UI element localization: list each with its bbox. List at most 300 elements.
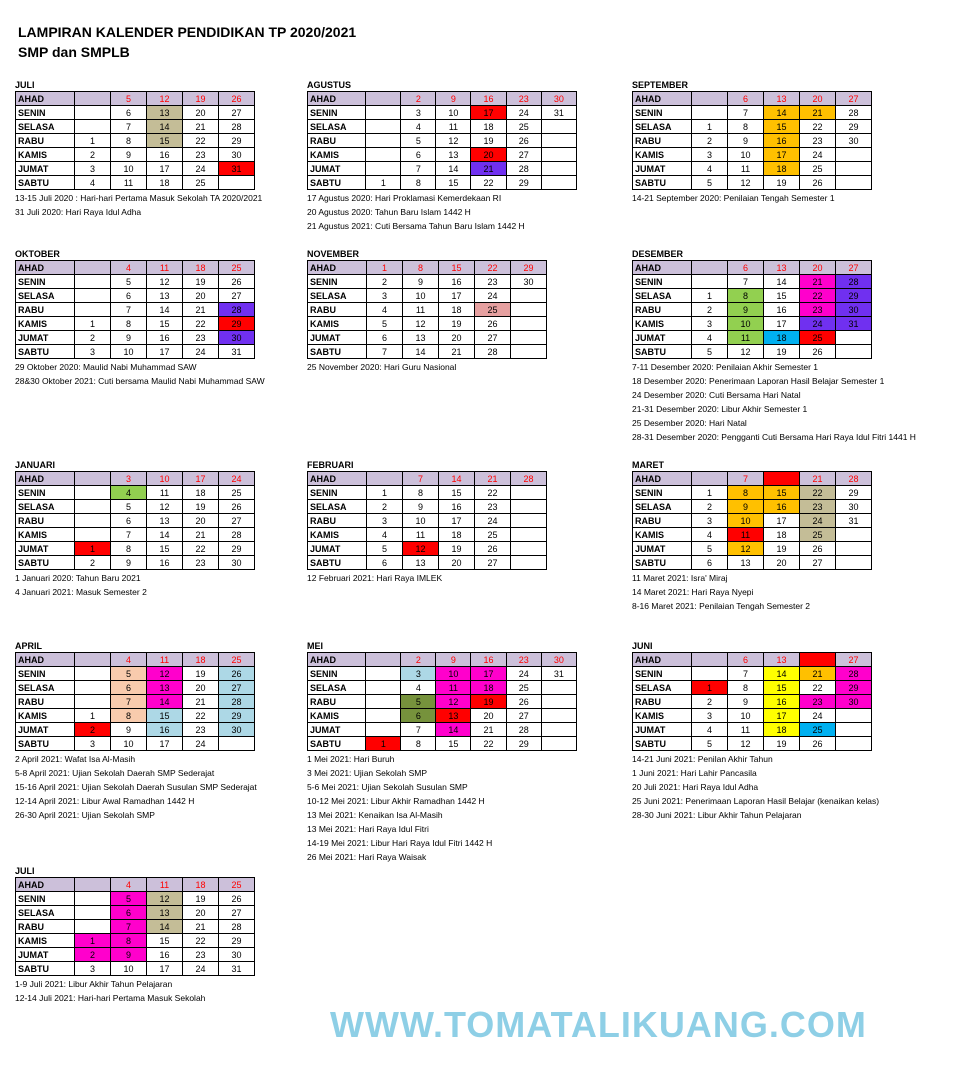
date-cell: 3 <box>111 472 147 486</box>
week-row <box>16 737 255 751</box>
date-cell: 17 <box>471 667 506 681</box>
day-name: SENIN <box>308 275 367 289</box>
month-name: MEI <box>307 641 324 651</box>
month-block <box>15 249 285 388</box>
date-cell: 15 <box>436 737 471 751</box>
date-cell: 17 <box>147 737 183 751</box>
month-table <box>15 471 255 570</box>
day-name: AHAD <box>633 472 692 486</box>
month-notes <box>632 191 902 205</box>
date-cell <box>511 542 547 556</box>
date-cell <box>75 500 111 514</box>
date-cell <box>836 148 872 162</box>
day-name: SELASA <box>633 289 692 303</box>
date-cell: 21 <box>183 303 219 317</box>
date-cell: 11 <box>436 120 471 134</box>
date-cell: 16 <box>764 500 800 514</box>
day-name: SELASA <box>16 500 75 514</box>
date-cell: 29 <box>219 317 255 331</box>
day-name: RABU <box>16 303 75 317</box>
day-name: AHAD <box>633 261 692 275</box>
day-name: AHAD <box>308 92 366 106</box>
date-cell: 5 <box>111 667 147 681</box>
week-row <box>308 275 547 289</box>
date-cell: 16 <box>147 148 183 162</box>
note-line: 28-30 Juni 2021: Libur Akhir Tahun Pelajaran <box>632 810 802 820</box>
date-cell: 31 <box>836 317 872 331</box>
date-cell: 26 <box>219 892 255 906</box>
day-name: SENIN <box>16 275 75 289</box>
date-cell: 15 <box>147 934 183 948</box>
week-row <box>308 303 547 317</box>
date-cell <box>541 737 576 751</box>
day-name: SENIN <box>633 667 692 681</box>
date-cell <box>541 681 576 695</box>
date-cell: 26 <box>800 737 836 751</box>
date-cell: 23 <box>800 134 836 148</box>
date-cell <box>366 709 401 723</box>
date-cell: 6 <box>111 289 147 303</box>
date-cell: 19 <box>439 317 475 331</box>
date-cell <box>75 695 111 709</box>
day-name: JUMAT <box>308 331 367 345</box>
week-row <box>308 737 577 751</box>
date-cell: 8 <box>111 134 147 148</box>
week-row <box>308 176 577 190</box>
date-cell: 17 <box>183 472 219 486</box>
date-cell: 12 <box>147 667 183 681</box>
note-line: 14-19 Mei 2021: Libur Hari Raya Idul Fitri 1442 H <box>307 838 493 848</box>
date-cell: 18 <box>764 162 800 176</box>
date-cell: 22 <box>800 486 836 500</box>
date-cell: 1 <box>367 486 403 500</box>
date-cell: 7 <box>111 528 147 542</box>
day-name: RABU <box>308 134 366 148</box>
day-name: KAMIS <box>16 528 75 542</box>
date-cell: 23 <box>183 948 219 962</box>
day-name: KAMIS <box>308 317 367 331</box>
date-cell: 14 <box>764 472 800 486</box>
date-cell: 25 <box>219 653 255 667</box>
month-table <box>15 652 255 751</box>
week-row <box>16 892 255 906</box>
day-name: SABTU <box>633 737 692 751</box>
date-cell: 7 <box>728 472 764 486</box>
date-cell: 31 <box>541 106 576 120</box>
week-row <box>16 556 255 570</box>
week-row <box>308 148 577 162</box>
date-cell: 25 <box>800 162 836 176</box>
week-row <box>308 653 577 667</box>
date-cell: 26 <box>800 542 836 556</box>
date-cell: 22 <box>471 737 506 751</box>
week-row <box>16 261 255 275</box>
date-cell: 7 <box>728 667 764 681</box>
date-cell: 26 <box>475 542 511 556</box>
date-cell: 27 <box>836 92 872 106</box>
note-line: 21 Agustus 2021: Cuti Bersama Tahun Baru Islam 1442 H <box>307 221 525 231</box>
date-cell: 10 <box>728 148 764 162</box>
date-cell: 2 <box>692 134 728 148</box>
day-name: SABTU <box>308 176 366 190</box>
date-cell: 18 <box>147 176 183 190</box>
date-cell: 13 <box>147 681 183 695</box>
week-row <box>16 500 255 514</box>
week-row <box>633 737 872 751</box>
week-row <box>16 486 255 500</box>
date-cell: 28 <box>506 723 541 737</box>
day-name: KAMIS <box>633 317 692 331</box>
date-cell: 3 <box>692 514 728 528</box>
date-cell: 25 <box>506 120 541 134</box>
date-cell: 27 <box>219 289 255 303</box>
day-name: JUMAT <box>16 162 75 176</box>
day-name: KAMIS <box>16 148 75 162</box>
date-cell: 12 <box>147 92 183 106</box>
week-row <box>633 556 872 570</box>
date-cell: 30 <box>541 92 576 106</box>
date-cell: 14 <box>764 667 800 681</box>
date-cell: 25 <box>219 261 255 275</box>
week-row <box>308 528 547 542</box>
week-row <box>308 723 577 737</box>
date-cell <box>836 709 872 723</box>
day-name: SENIN <box>16 106 75 120</box>
date-cell: 14 <box>439 472 475 486</box>
month-block <box>632 460 902 613</box>
date-cell <box>692 106 728 120</box>
date-cell: 5 <box>692 345 728 359</box>
date-cell: 8 <box>728 120 764 134</box>
note-line: 13 Mei 2021: Hari Raya Idul Fitri <box>307 824 429 834</box>
date-cell: 14 <box>147 303 183 317</box>
month-name: JULI <box>15 866 35 876</box>
month-notes <box>632 360 916 444</box>
week-row <box>633 261 872 275</box>
watermark: WWW.TOMATALIKUANG.COM <box>330 1004 867 1045</box>
date-cell: 7 <box>111 303 147 317</box>
date-cell <box>692 472 728 486</box>
day-name: JUMAT <box>16 948 75 962</box>
note-line: 13 Mei 2021: Kenaikan Isa Al-Masih <box>307 810 443 820</box>
date-cell: 9 <box>728 695 764 709</box>
week-row <box>16 472 255 486</box>
date-cell: 12 <box>728 176 764 190</box>
date-cell: 24 <box>183 162 219 176</box>
date-cell: 23 <box>506 653 541 667</box>
date-cell: 25 <box>219 878 255 892</box>
date-cell <box>541 695 576 709</box>
date-cell: 16 <box>764 695 800 709</box>
date-cell: 16 <box>147 948 183 962</box>
day-name: SABTU <box>633 176 692 190</box>
week-row <box>16 920 255 934</box>
day-name: RABU <box>633 303 692 317</box>
date-cell: 17 <box>764 148 800 162</box>
day-name: JUMAT <box>633 331 692 345</box>
date-cell: 16 <box>471 653 506 667</box>
date-cell: 1 <box>366 176 401 190</box>
date-cell: 12 <box>147 892 183 906</box>
month-notes <box>307 360 577 374</box>
day-name: SABTU <box>308 556 367 570</box>
date-cell: 6 <box>401 148 436 162</box>
week-row <box>633 331 872 345</box>
date-cell: 23 <box>475 275 511 289</box>
date-cell: 12 <box>728 542 764 556</box>
day-name: RABU <box>633 695 692 709</box>
date-cell: 8 <box>728 289 764 303</box>
date-cell: 24 <box>183 345 219 359</box>
date-cell: 11 <box>403 303 439 317</box>
date-cell: 19 <box>183 667 219 681</box>
day-name: SENIN <box>633 486 692 500</box>
month-table <box>307 91 577 190</box>
day-name: AHAD <box>16 653 75 667</box>
date-cell: 28 <box>836 275 872 289</box>
date-cell: 20 <box>183 906 219 920</box>
week-row <box>308 317 547 331</box>
month-table <box>632 260 872 359</box>
month-table <box>632 652 872 751</box>
date-cell: 10 <box>403 289 439 303</box>
date-cell: 28 <box>836 472 872 486</box>
date-cell: 17 <box>764 317 800 331</box>
date-cell: 27 <box>219 681 255 695</box>
day-name: SABTU <box>633 345 692 359</box>
date-cell: 15 <box>764 486 800 500</box>
date-cell <box>541 120 576 134</box>
week-row <box>633 317 872 331</box>
date-cell <box>75 514 111 528</box>
week-row <box>16 667 255 681</box>
date-cell: 3 <box>367 289 403 303</box>
date-cell: 25 <box>475 528 511 542</box>
month-table <box>307 652 577 751</box>
week-row <box>16 331 255 345</box>
month-notes <box>307 191 577 233</box>
date-cell: 20 <box>183 681 219 695</box>
date-cell: 29 <box>219 542 255 556</box>
date-cell: 30 <box>836 134 872 148</box>
date-cell: 25 <box>800 528 836 542</box>
date-cell: 8 <box>111 934 147 948</box>
date-cell: 10 <box>728 317 764 331</box>
month-name: NOVEMBER <box>307 249 360 259</box>
date-cell: 17 <box>147 162 183 176</box>
date-cell: 4 <box>401 681 436 695</box>
date-cell: 12 <box>147 500 183 514</box>
date-cell: 30 <box>836 303 872 317</box>
date-cell: 26 <box>506 134 541 148</box>
date-cell: 4 <box>367 303 403 317</box>
date-cell: 6 <box>111 681 147 695</box>
date-cell: 21 <box>471 723 506 737</box>
date-cell: 1 <box>75 542 111 556</box>
month-block <box>632 249 916 444</box>
week-row <box>16 148 255 162</box>
month-table <box>15 91 255 190</box>
day-name: RABU <box>16 514 75 528</box>
date-cell: 4 <box>111 653 147 667</box>
month-notes <box>307 752 577 864</box>
note-line: 14-21 September 2020: Penilaian Tengah Semester 1 <box>632 193 835 203</box>
date-cell: 21 <box>183 528 219 542</box>
day-name: RABU <box>16 920 75 934</box>
date-cell: 14 <box>436 723 471 737</box>
date-cell: 13 <box>147 289 183 303</box>
date-cell: 20 <box>471 148 506 162</box>
date-cell: 28 <box>219 528 255 542</box>
date-cell: 18 <box>471 120 506 134</box>
date-cell <box>511 486 547 500</box>
note-line: 8-16 Maret 2021: Penilaian Tengah Semester 2 <box>632 601 810 611</box>
date-cell: 22 <box>471 176 506 190</box>
date-cell: 16 <box>471 92 506 106</box>
date-cell: 30 <box>541 653 576 667</box>
date-cell: 12 <box>436 695 471 709</box>
date-cell: 4 <box>692 331 728 345</box>
note-line: 21-31 Desember 2020: Libur Akhir Semester 1 <box>632 404 808 414</box>
date-cell: 11 <box>147 486 183 500</box>
date-cell: 22 <box>183 934 219 948</box>
date-cell: 16 <box>147 331 183 345</box>
date-cell: 2 <box>692 695 728 709</box>
date-cell: 7 <box>403 472 439 486</box>
day-name: SENIN <box>16 486 75 500</box>
date-cell: 15 <box>764 289 800 303</box>
date-cell: 19 <box>764 542 800 556</box>
date-cell <box>541 162 576 176</box>
date-cell <box>75 120 111 134</box>
date-cell: 12 <box>403 317 439 331</box>
date-cell: 25 <box>800 723 836 737</box>
date-cell: 18 <box>183 653 219 667</box>
date-cell: 6 <box>728 92 764 106</box>
date-cell: 27 <box>475 556 511 570</box>
date-cell: 2 <box>401 653 436 667</box>
date-cell: 14 <box>403 345 439 359</box>
week-row <box>633 134 872 148</box>
date-cell: 29 <box>219 709 255 723</box>
day-name: KAMIS <box>308 709 366 723</box>
day-name: AHAD <box>308 261 367 275</box>
date-cell: 4 <box>111 486 147 500</box>
date-cell: 27 <box>219 514 255 528</box>
date-cell: 4 <box>692 528 728 542</box>
date-cell <box>75 878 111 892</box>
date-cell: 15 <box>147 317 183 331</box>
week-row <box>308 472 547 486</box>
date-cell <box>366 148 401 162</box>
week-row <box>16 528 255 542</box>
date-cell: 8 <box>728 486 764 500</box>
date-cell: 2 <box>367 275 403 289</box>
date-cell: 23 <box>800 500 836 514</box>
date-cell: 31 <box>219 162 255 176</box>
date-cell: 28 <box>506 162 541 176</box>
day-name: KAMIS <box>308 148 366 162</box>
week-row <box>16 681 255 695</box>
month-block <box>15 866 285 1005</box>
week-row <box>16 317 255 331</box>
note-line: 14-21 Juni 2021: Penilan Akhir Tahun <box>632 754 773 764</box>
week-row <box>308 695 577 709</box>
date-cell: 9 <box>728 500 764 514</box>
note-line: 25 Desember 2020: Hari Natal <box>632 418 747 428</box>
date-cell: 18 <box>439 528 475 542</box>
date-cell <box>836 345 872 359</box>
day-name: KAMIS <box>308 528 367 542</box>
date-cell: 3 <box>75 737 111 751</box>
date-cell: 26 <box>219 667 255 681</box>
date-cell: 9 <box>111 331 147 345</box>
date-cell <box>511 331 547 345</box>
date-cell: 20 <box>764 556 800 570</box>
date-cell <box>692 667 728 681</box>
date-cell: 19 <box>439 542 475 556</box>
date-cell <box>511 514 547 528</box>
month-block <box>307 249 577 374</box>
day-name: RABU <box>633 514 692 528</box>
date-cell: 28 <box>219 120 255 134</box>
day-name: AHAD <box>308 472 367 486</box>
week-row <box>308 514 547 528</box>
date-cell: 29 <box>506 176 541 190</box>
date-cell: 20 <box>439 556 475 570</box>
date-cell: 1 <box>75 317 111 331</box>
date-cell <box>541 134 576 148</box>
date-cell: 28 <box>511 472 547 486</box>
date-cell: 1 <box>366 737 401 751</box>
date-cell <box>511 500 547 514</box>
date-cell: 26 <box>800 176 836 190</box>
date-cell: 22 <box>800 681 836 695</box>
date-cell: 11 <box>147 878 183 892</box>
date-cell: 20 <box>471 709 506 723</box>
date-cell: 15 <box>439 486 475 500</box>
date-cell <box>836 331 872 345</box>
date-cell: 3 <box>75 162 111 176</box>
date-cell: 1 <box>75 709 111 723</box>
date-cell <box>366 681 401 695</box>
date-cell: 24 <box>800 148 836 162</box>
week-row <box>308 667 577 681</box>
day-name: SELASA <box>308 500 367 514</box>
date-cell: 23 <box>183 556 219 570</box>
date-cell <box>75 667 111 681</box>
date-cell: 5 <box>692 542 728 556</box>
month-notes <box>15 752 285 822</box>
date-cell: 6 <box>401 709 436 723</box>
note-line: 18 Desember 2020: Penerimaan Laporan Hasil Belajar Semester 1 <box>632 376 885 386</box>
date-cell: 2 <box>75 556 111 570</box>
date-cell: 10 <box>147 472 183 486</box>
week-row <box>633 162 872 176</box>
month-notes <box>15 571 285 599</box>
date-cell: 1 <box>692 486 728 500</box>
day-name: SABTU <box>16 556 75 570</box>
date-cell <box>75 303 111 317</box>
date-cell: 27 <box>219 906 255 920</box>
date-cell: 31 <box>836 514 872 528</box>
date-cell: 22 <box>183 317 219 331</box>
week-row <box>633 486 872 500</box>
week-row <box>633 303 872 317</box>
date-cell: 21 <box>800 275 836 289</box>
date-cell: 7 <box>111 695 147 709</box>
note-line: 5-6 Mei 2021: Ujian Sekolah Susulan SMP <box>307 782 468 792</box>
